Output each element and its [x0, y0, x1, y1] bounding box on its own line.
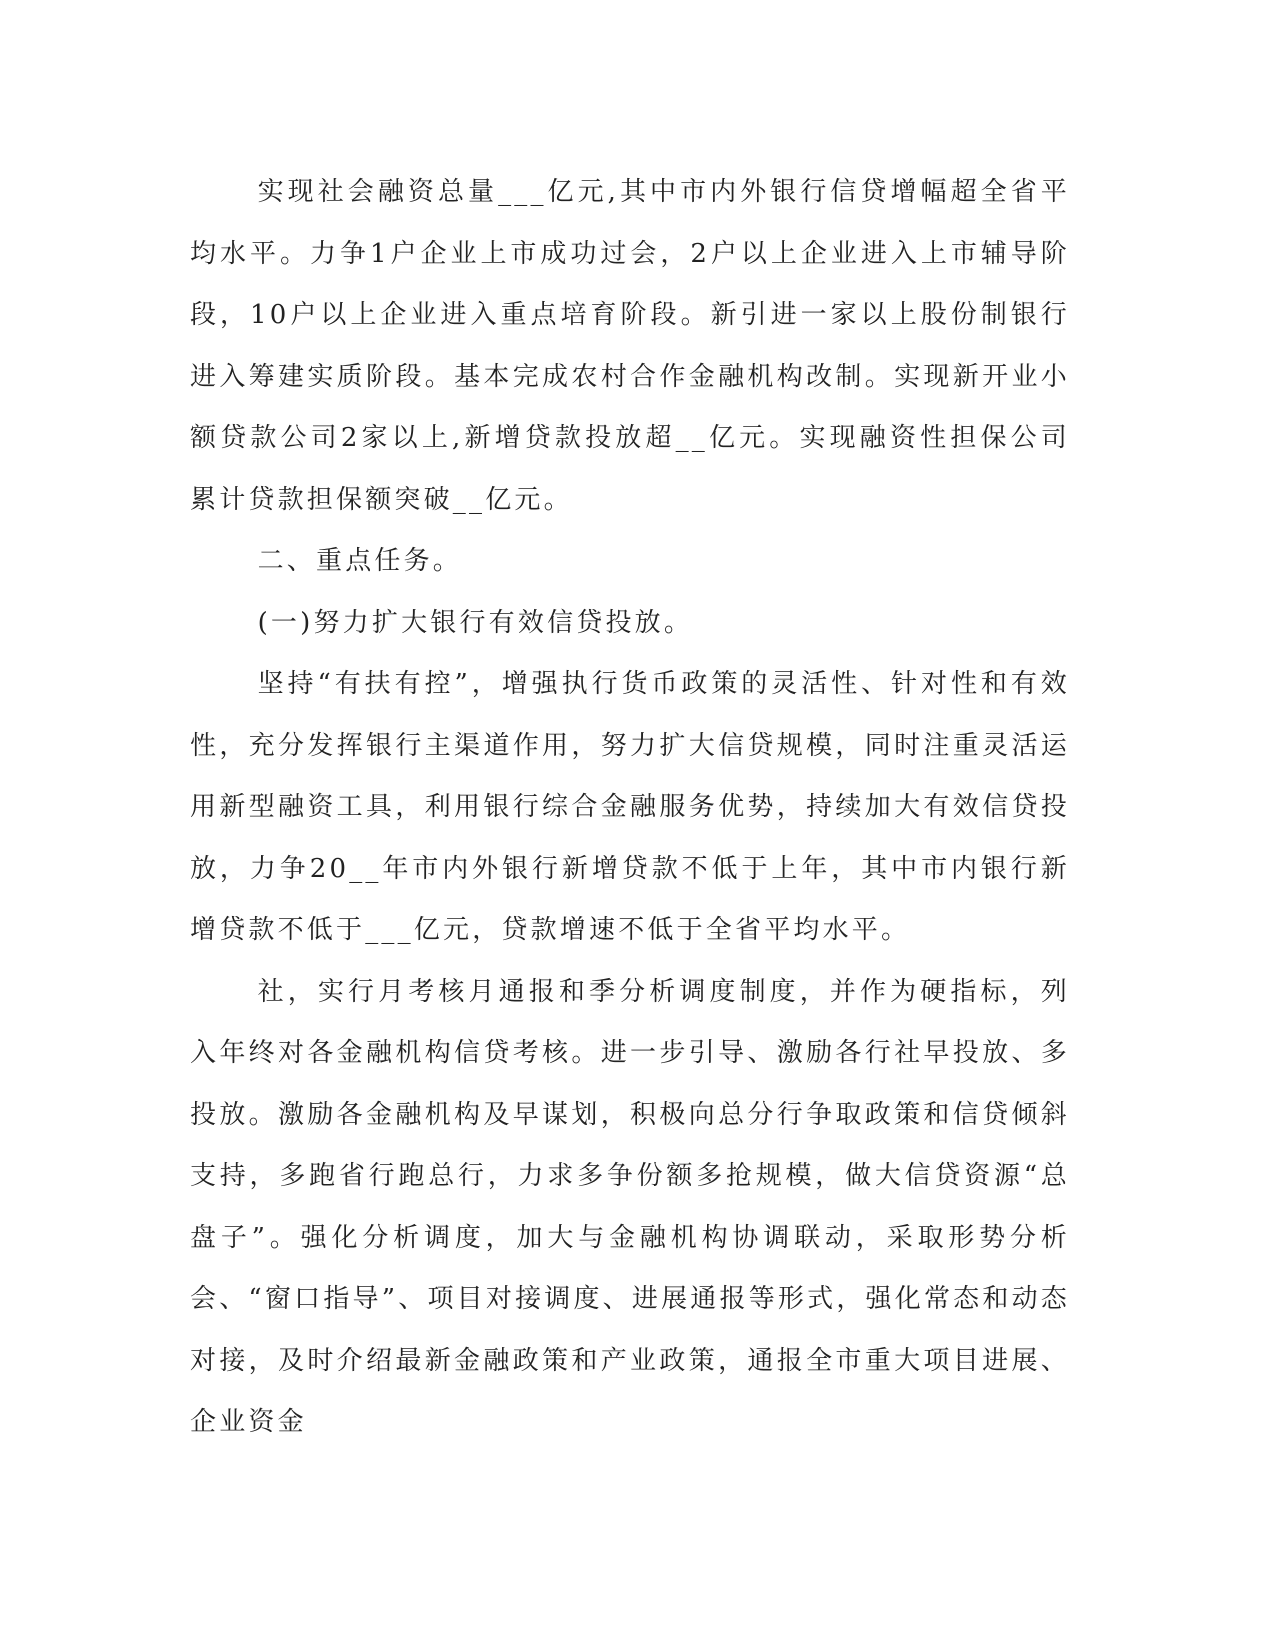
section-heading-key-tasks: 二、重点任务。 — [257, 546, 462, 576]
subsection-heading-credit: (一)努力扩大银行有效信贷投放。 — [257, 607, 694, 638]
paragraph-assessment-system: 社，实行月考核月通报和季分析调度制度，并作为硬指标，列入年终对各金融机构信贷考核。进一步引导、激励各行社早投放、多投放。激励各金融机构及早谋划，积极向总分行争取政策和信贷倾斜支持，多跑省行跑总行，力求多争份额多抢规模，做大信贷资源“总盘子”。强化分析调度，加大与金融机构协调联动，采取形势分析会、“窗口指导”、项目对接调度、进展通报等形式，强化常态和动态对接，及时介绍最新金融政策和产业政策，通报全市重大项目进展、企业资金 — [190, 976, 1070, 1437]
paragraph-financing-targets: 实现社会融资总量___亿元,其中市内外银行信贷增幅超全省平均水平。力争1户企业上市成功过会，2户以上企业进入上市辅导阶段，10户以上企业进入重点培育阶段。新引进一家以上股份制银行进入筹建实质阶段。基本完成农村合作金融机构改制。实现新开业小额贷款公司2家以上,新增贷款投放超__亿元。实现融资性担保公司累计贷款担保额突破__亿元。 — [190, 177, 1070, 515]
paragraph-credit-policy: 坚持“有扶有控”，增强执行货币政策的灵活性、针对性和有效性，充分发挥银行主渠道作用，努力扩大信贷规模，同时注重灵活运用新型融资工具，利用银行综合金融服务优势，持续加大有效信贷投放，力争20__年市内外银行新增贷款不低于上年，其中市内银行新增贷款不低于___亿元，贷款增速不低于全省平均水平。 — [190, 669, 1070, 945]
document-body — [190, 162, 1070, 1454]
